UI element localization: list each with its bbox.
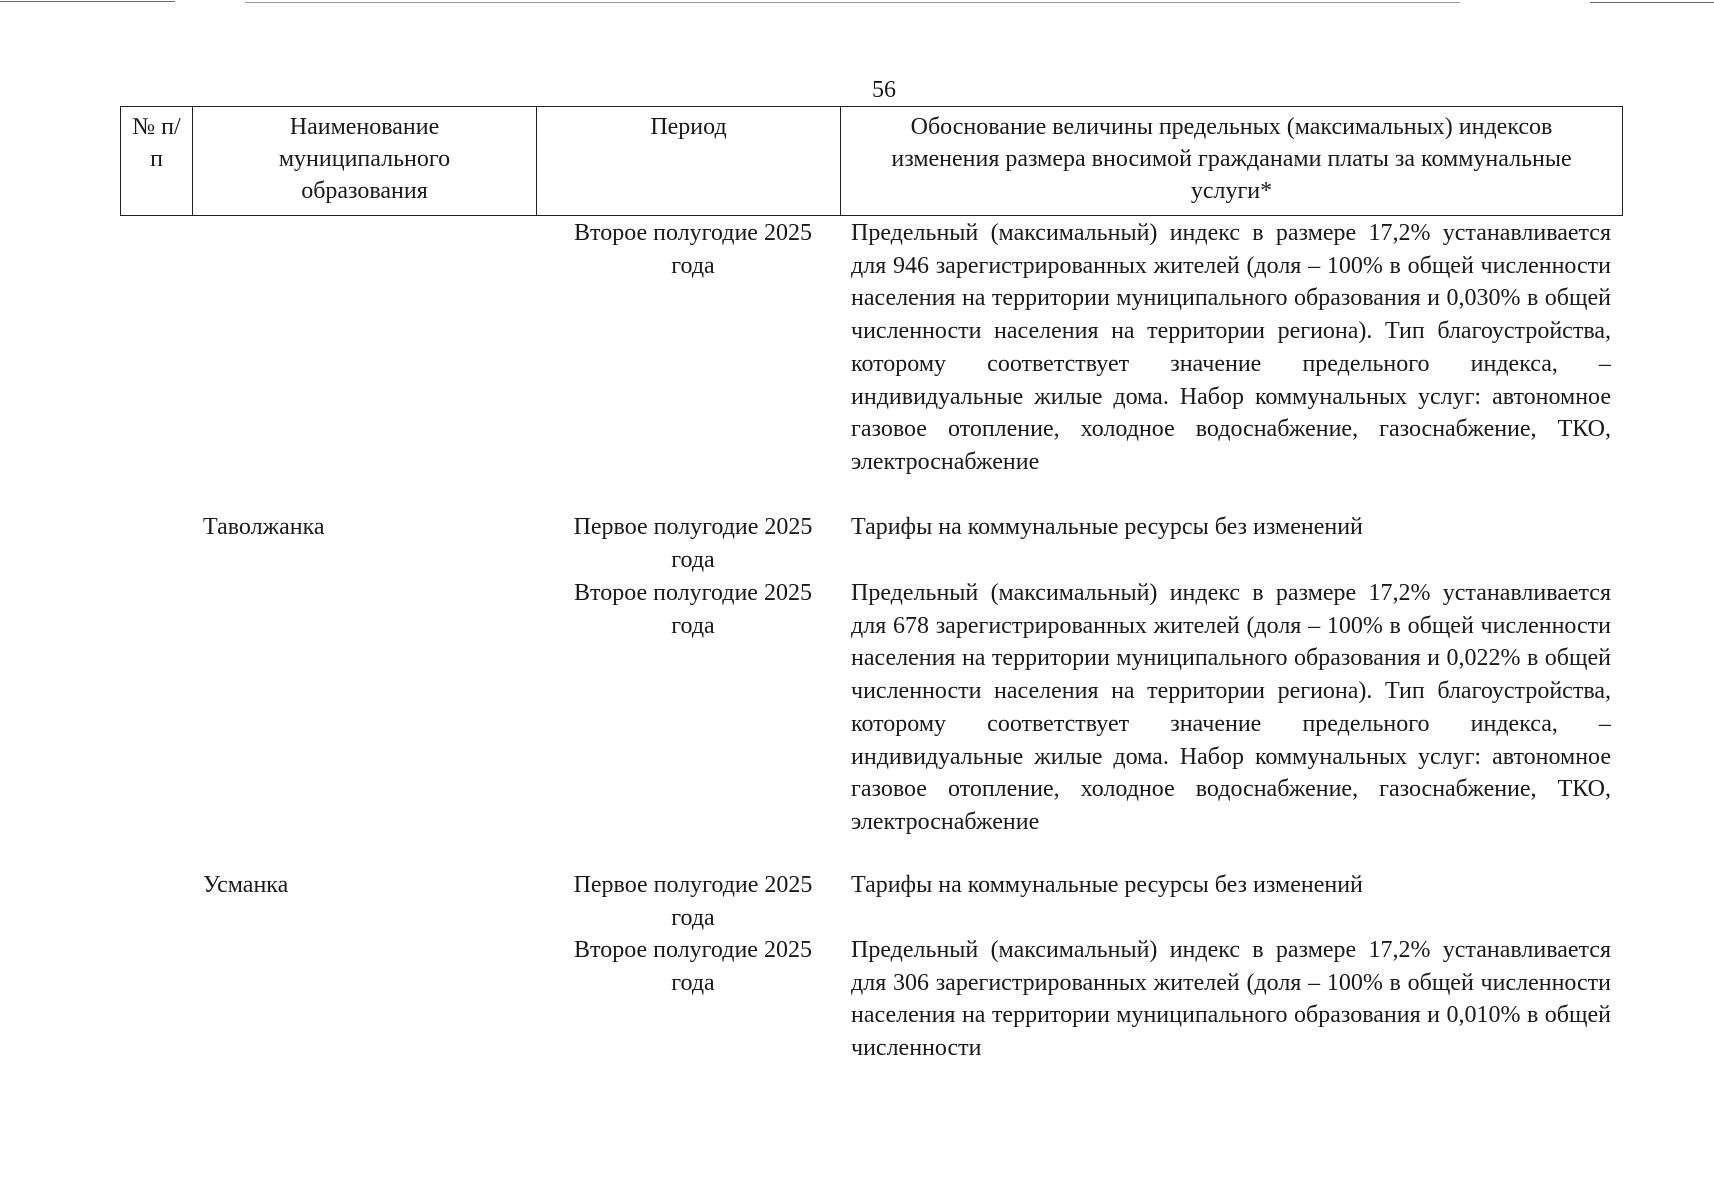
row-justification <box>851 869 1611 902</box>
justification-text: Тарифы на коммунальные ресурсы без изменений <box>851 872 1363 898</box>
header-row <box>121 107 1623 216</box>
justification-text: Предельный (максимальный) индекс в размере 17,2% устанавливается для 306 зарегистрированных жителей (доля – 100% в общей численности населения на территории муниципального образования и 0,010% в общей численности <box>851 937 1611 1062</box>
header-period: Период <box>537 107 841 216</box>
header-justification: Обоснование величины предельных (максимальных) индексов изменения размера вносимой гражданами платы за коммунальные услуги* <box>841 107 1623 216</box>
justification-text: Предельный (максимальный) индекс в размере 17,2% устанавливается для 946 зарегистрированных жителей (доля – 100% в общей численности населения на территории муниципального образования и 0,030% в общей численности населения на территории региона). Тип благоустройства, которому соответствует значение предельного индекса, – индивидуальные жилые дома. Набор коммунальных услуг: автономное газовое отопление, холодное водоснабжение, газоснабжение, ТКО, электроснабжение <box>851 220 1611 475</box>
row-justification <box>851 577 1611 839</box>
page-number: 56 <box>872 77 896 103</box>
header-municipality: Наименование муниципального образования <box>193 107 537 216</box>
row-period: Первое полугодие 2025 года <box>573 514 813 573</box>
row-period: Второе полугодие 2025 года <box>574 580 812 639</box>
table-header <box>120 106 1623 216</box>
scan-edge-line-left <box>0 1 175 2</box>
row-justification <box>851 934 1611 1065</box>
row-justification <box>851 217 1611 479</box>
row-municipality-name: Усманка <box>203 872 289 898</box>
row-period: Первое полугодие 2025 года <box>573 872 813 931</box>
justification-text: Тарифы на коммунальные ресурсы без изменений <box>851 514 1363 540</box>
row-period: Второе полугодие 2025 года <box>574 220 812 279</box>
row-municipality-name: Таволжанка <box>203 514 325 540</box>
scan-edge-line-center <box>245 2 1460 3</box>
row-justification <box>851 511 1611 544</box>
scan-edge-line-right <box>1590 2 1714 3</box>
row-period: Второе полугодие 2025 года <box>574 937 812 996</box>
header-number: № п/п <box>121 107 193 216</box>
justification-text: Предельный (максимальный) индекс в размере 17,2% устанавливается для 678 зарегистрированных жителей (доля – 100% в общей численности населения на территории муниципального образования и 0,022% в общей численности населения на территории региона). Тип благоустройства, которому соответствует значение предельного индекса, – индивидуальные жилые дома. Набор коммунальных услуг: автономное газовое отопление, холодное водоснабжение, газоснабжение, ТКО, электроснабжение <box>851 580 1611 835</box>
